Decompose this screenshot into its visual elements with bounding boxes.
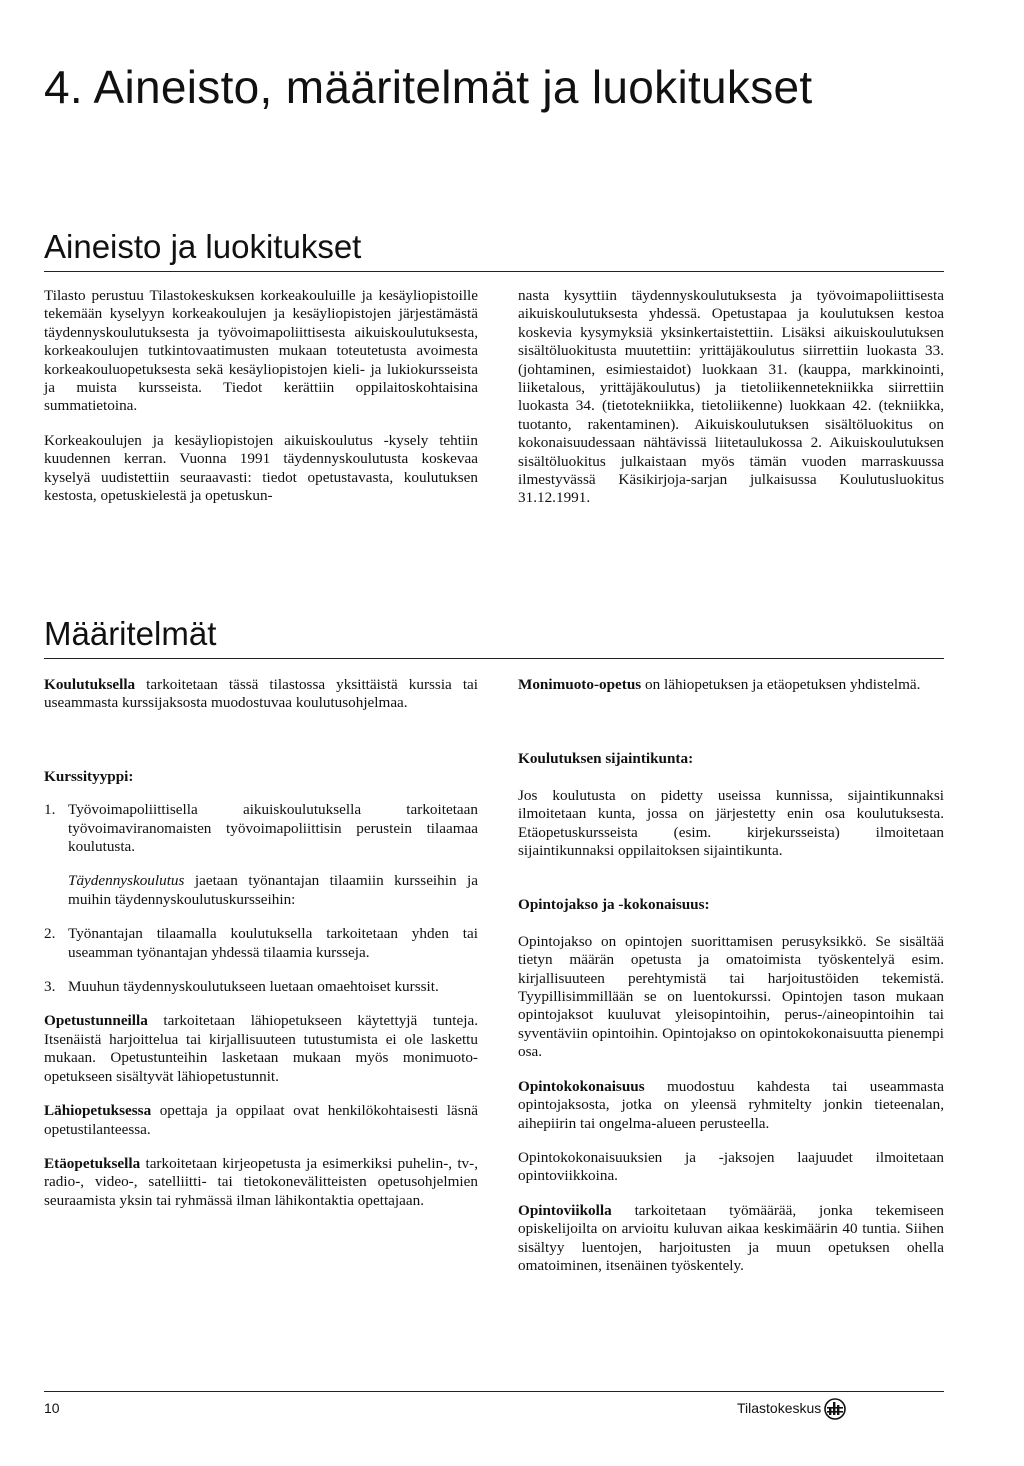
definition-taydennyskoulutus: Täydennyskoulutus jaetaan työnantajan tilaamiin kursseihin ja muihin täydennyskoulutuskursseihin:	[68, 872, 478, 908]
course-type-list	[44, 801, 478, 856]
term: Opintokokonaisuus	[518, 1077, 645, 1095]
term: Opintoviikolla	[518, 1201, 612, 1219]
subheading-sijaintikunta: Koulutuksen sijaintikunta:	[518, 750, 694, 768]
paragraph: Tilasto perustuu Tilastokeskuksen korkeakouluille ja kesäyliopistoille tekemään kyselyyn korkeakoulujen ja kesäyliopistojen järjestämästä täydennyskoulutuksesta ja työvoimapoliittisesta aikuiskoulutuksesta, korkeakoulujen tutkintovaatimusten mukaan toteutetusta avoimesta korkeakouluopetuksesta sekä kesäyliopistojen kieli- ja lukiokursseista ja muista kursseista. Tiedot kerättiin oppilaitoskohtaisina summatietoina.	[44, 287, 478, 415]
definition-etaopetus: Etäopetuksella tarkoitetaan kirjeopetusta ja esimerkiksi puhelin-, tv-, radio-, video-, satelliitti- tai tietokonevälitteisten opetusohjelmien seuraamista yksin tai ryhmässä ilman lähikontaktia opettajaan.	[44, 1154, 478, 1209]
list-item: 2. Työnantajan tilaamalla koulutuksella tarkoitetaan yhden tai useamman työnantajan yhdessä tilaamia kursseja.	[44, 925, 478, 961]
term: Etäopetuksella	[44, 1154, 141, 1172]
subheading-kurssityyppi: Kurssityyppi:	[44, 767, 134, 785]
section-heading-maaritelmat: Määritelmät	[44, 615, 217, 652]
definition-opintoviikko: Opintoviikolla tarkoitetaan työmäärää, jonka tekemiseen opiskelijoilta on arvioitu kuluvan aikaa keskimäärin 40 tuntia. Siihen sisältyy luentojen, harjoitusten ja muun opetuksen ohella omatoiminen, itsenäinen työskentely.	[518, 1201, 944, 1274]
list-item: 1. Työvoimapoliittisella aikuiskoulutuksella tarkoitetaan työvoimaviranomaisten työvoimapoliittisin perustein tilaamaa koulutusta.	[44, 801, 478, 856]
definition-lahiopetus: Lähiopetuksessa opettaja ja oppilaat ovat henkilökohtaisesti läsnä opetustilanteessa.	[44, 1102, 478, 1138]
paragraph: Opintojakso on opintojen suorittamisen perusyksikkö. Se sisältää tietyn määrän opetusta ja omatoimista työskentelyä esim. kirjallisuuteen perehtymistä tai harjoitustöiden tekemistä. Tyypillisimmillään se on luentokurssi. Opintojen tason mukaan opintojaksot kuuluvat yleisopintoihin, perus-/aineopintoihin tai syventäviin opintoihin. Opintojakso on opintokokonaisuutta pienempi osa.	[518, 932, 944, 1061]
section2-left-column	[44, 676, 478, 1210]
list-item: 3. Muuhun täydennyskoulutukseen luetaan omaehtoiset kurssit.	[44, 978, 439, 996]
definition-monimuoto-opetus: Monimuoto-opetus on lähiopetuksen ja etäopetuksen yhdistelmä.	[518, 676, 921, 693]
paragraph: nasta kysyttiin täydennyskoulutuksesta ja työvoimapoliittisesta aikuiskoulutuksesta yhdessä. Opetustapaa ja koulutuksen kestoa koskevia kysymyksiä yksinkertaistettiin. Lisäksi aikuiskoulutuksen sisältöluokitusta muutettiin: yrittäjäkoulutus siirrettiin luokasta 33. (johtaminen, esimiestaidot) luokkaan 31. (kauppa, markkinointi, liiketalous, yrittäjäkoulutus) ja tietoliikennetekniikka siirrettiin luokasta 34. (tietotekniikka, tietoliikenne) luokkaan 42. (tekniikka, tuotanto, rakentaminen). Aikuiskoulutuksen sisältöluokitus on kokonaisuudessaan nähtävissä liitetaulukossa 2. Aikuiskoulutuksen sisältöluokitus julkaistaan myös tämän vuoden marraskuussa ilmestyvässä Käsikirjoja-sarjan julkaisussa Koulutusluokitus 31.12.1991.	[518, 287, 944, 507]
term: Lähiopetuksessa	[44, 1102, 152, 1120]
section2-right-column	[518, 676, 944, 1275]
definition-koulutus: Koulutuksella tarkoitetaan tässä tilastossa yksittäistä kurssia tai useammasta kurssijaksosta muodostuvaa koulutusohjelmaa.	[44, 676, 478, 712]
term: Täydennyskoulutus	[68, 872, 185, 890]
term: Opetustunneilla	[44, 1012, 148, 1030]
section-heading-aineisto: Aineisto ja luokitukset	[44, 228, 362, 265]
paragraph: Korkeakoulujen ja kesäyliopistojen aikuiskoulutus -kysely tehtiin kuudennen kerran. Vuonna 1991 täydennyskoulutusta koskevaa kyselyä uudistettiin seuraavasti: tiedot opetustavasta, koulutuksen kestosta, opetuskielestä ja opetuskun-	[44, 431, 478, 505]
tilastokeskus-logo-icon	[823, 1396, 847, 1427]
term: Koulutuksella	[44, 676, 136, 693]
section1-left-column	[44, 287, 478, 505]
paragraph: Jos koulutusta on pidetty useissa kunnissa, sijaintikunnaksi ilmoitetaan kunta, jossa on järjestetty enin osa koulutuksesta. Etäopetuskursseista (esim. kirjekursseista) ilmoitetaan sijaintikunnaksi oppilaitoksen sijaintikunta.	[518, 786, 944, 860]
subheading-opintojakso: Opintojakso ja -kokonaisuus:	[518, 896, 710, 914]
section1-right-column	[518, 287, 944, 508]
chapter-title: 4. Aineisto, määritelmät ja luokitukset	[44, 61, 813, 113]
section-rule	[44, 658, 944, 659]
definition-opetustunnit: Opetustunneilla tarkoitetaan lähiopetukseen käytettyjä tunteja. Itsenäistä harjoittelua tai kirjallisuuteen tutustumista ei ole laskettu mukaan. Opetustunteihin lasketaan mukaan myös monimuoto-opetukseen sisältyvät lähiopetustunnit.	[44, 1012, 478, 1085]
publisher-name: Tilastokeskus	[737, 1400, 822, 1416]
page-number: 10	[44, 1400, 60, 1416]
paragraph: Opintokokonaisuuksien ja -jaksojen laajuudet ilmoitetaan opintoviikkoina.	[518, 1148, 944, 1185]
term: Monimuoto-opetus	[518, 676, 642, 693]
definition-opintokokonaisuus: Opintokokonaisuus muodostuu kahdesta tai useammasta opintojaksosta, jotka on yleensä ryhmitelty jonkin tieteenalan, aihepiirin tai ongelma-alueen perusteella.	[518, 1077, 944, 1132]
course-type-list	[44, 925, 478, 996]
footer-rule	[44, 1391, 944, 1392]
section-rule	[44, 271, 944, 272]
